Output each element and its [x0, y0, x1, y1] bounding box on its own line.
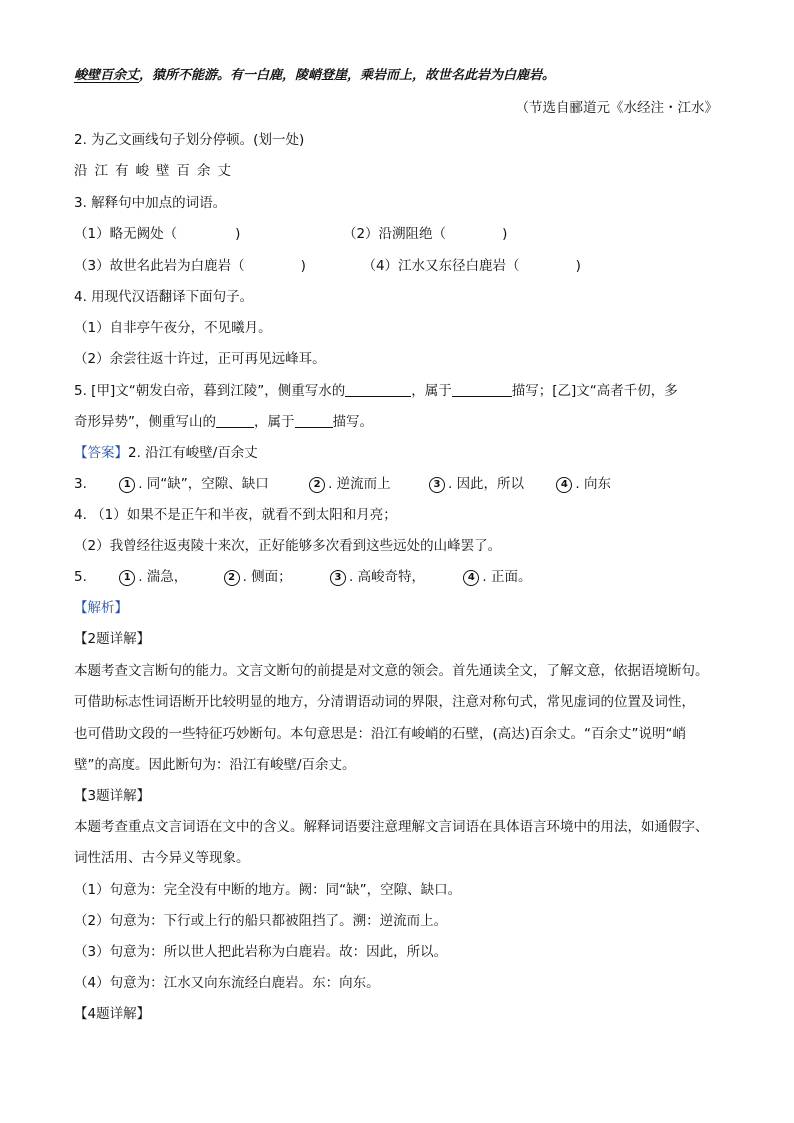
question-4-item-1: （1）自非亭午夜分，不见曦月。 [74, 320, 272, 336]
question-3-item-1: （1）略无阙处（ [74, 226, 178, 242]
question-5-text-3: 描写；[乙]文“高者千仞，多 [511, 383, 678, 399]
question-3-item-2-close: ) [502, 226, 508, 242]
question-5-text-5: ，属于 [254, 414, 295, 430]
analysis-tag: 【解析】 [74, 600, 128, 616]
answer-line-5 [74, 567, 531, 587]
passage-source: （节选自郦道元《水经注・江水》 [515, 100, 718, 116]
answer-3-item-3: 3 . 因此，所以 [429, 474, 524, 494]
blank-field[interactable] [216, 413, 254, 428]
answer-5-number: 5. [74, 569, 87, 585]
passage-line [74, 66, 555, 86]
answer-line-3 [74, 474, 611, 494]
answer-3-item-1: 1 . 同“缺”，空隙、缺口 [119, 474, 269, 494]
circled-number-icon: 4 [463, 570, 479, 586]
question-3-item-3-close: ) [300, 258, 306, 274]
question-3-item-4-close: ) [575, 258, 581, 274]
question-3-item-3: （3）故世名此岩为白鹿岩（ [74, 258, 245, 274]
circled-number-icon: 3 [429, 477, 445, 493]
question-3-row-2 [74, 256, 581, 276]
detail-3-line-5: （3）句意为：所以世人把此岩称为白鹿岩。故：因此，所以。 [74, 944, 448, 960]
blank-field[interactable] [345, 382, 411, 397]
passage-text: ，猿所不能游。有一白鹿，陵峭登崖，乘岩而上，故世名此岩为白鹿岩。 [139, 68, 556, 83]
question-3-row-1 [74, 224, 507, 244]
answer-4-item-2: （2）我曾经往返夷陵十来次，正好能够多次看到这些远处的山峰罢了。 [74, 538, 502, 554]
question-3-item-4: （4）江水又东径白鹿岩（ [362, 258, 520, 274]
detail-2-line-1: 本题考查文言断句的能力。文言文断句的前提是对文意的领会。首先通读全文，了解文意，依据语境断句。 [74, 663, 709, 679]
answer-5-item-3: 3 . 高峻奇特， [330, 567, 425, 587]
question-5-text-6: 描写。 [332, 414, 373, 430]
answer-tag: 【答案】 [74, 445, 128, 461]
blank-field[interactable] [452, 382, 512, 397]
question-3-item-2: （2）沿溯阻绝（ [342, 226, 447, 242]
detail-3-line-4: （2）句意为：下行或上行的船只都被阻挡了。溯：逆流而上。 [74, 913, 448, 929]
passage-underlined-text: 峻壁百余丈 [74, 68, 140, 83]
question-2-sentence: 沿江有峻壁百余丈 [74, 163, 238, 179]
answer-3-item-2: 2 . 逆流而上 [309, 474, 391, 494]
circled-number-icon: 2 [309, 477, 325, 493]
circled-number-icon: 4 [556, 477, 572, 493]
detail-3-line-1: 本题考查重点文言词语在文中的含义。解释词语要注意理解文言词语在具体语言环境中的用法，如通假字、 [74, 819, 709, 835]
question-5-line-2 [74, 412, 373, 432]
answer-5-item-1: 1 . 湍急， [119, 567, 187, 587]
answer-5-item-2: 2 . 侧面； [224, 567, 292, 587]
question-4-prompt: 4. 用现代汉语翻译下面句子。 [74, 289, 254, 305]
answer-3-item-4: 4 . 向东 [556, 474, 611, 494]
detail-2-line-3: 也可借助文段的一些特征巧妙断句。本句意思是：沿江有峻峭的石壁，(高达)百余丈。“百余丈”说明“峭 [74, 726, 687, 742]
answer-4-item-1: 4. （1）如果不是正午和半夜，就看不到太阳和月亮； [74, 507, 397, 523]
question-3-prompt: 3. 解释句中加点的词语。 [74, 195, 227, 211]
question-2-prompt: 2. 为乙文画线句子划分停顿。(划一处) [74, 132, 305, 148]
detail-4-title: 【4题详解】 [74, 1006, 151, 1022]
detail-2-title: 【2题详解】 [74, 631, 151, 647]
answer-5-item-4: 4 . 正面。 [463, 567, 531, 587]
answer-2: 2. 沿江有峻壁/百余丈 [128, 445, 258, 461]
answer-3-number: 3. [74, 476, 87, 492]
circled-number-icon: 1 [119, 477, 135, 493]
question-5-line-1 [74, 381, 678, 401]
question-5-text-4: 奇形异势”，侧重写山的 [74, 414, 216, 430]
circled-number-icon: 2 [224, 570, 240, 586]
detail-3-line-6: （4）句意为：江水又向东流经白鹿岩。东：向东。 [74, 975, 380, 991]
detail-2-line-2: 可借助标志性词语断开比较明显的地方，分清谓语动词的界限，注意对称句式，常见虚词的位置及词性， [74, 694, 695, 710]
detail-2-line-4: 壁”的高度。因此断句为：沿江有峻壁/百余丈。 [74, 757, 356, 773]
detail-3-line-2: 词性活用、古今异义等现象。 [74, 850, 250, 866]
question-4-item-2: （2）余尝往返十许过，正可再见远峰耳。 [74, 351, 326, 367]
circled-number-icon: 1 [119, 570, 135, 586]
detail-3-line-3: （1）句意为：完全没有中断的地方。阙：同“缺”，空隙、缺口。 [74, 882, 462, 898]
answer-line-2 [74, 443, 258, 463]
question-5-text-2: ，属于 [411, 383, 452, 399]
blank-field[interactable] [295, 413, 333, 428]
detail-3-title: 【3题详解】 [74, 788, 151, 804]
question-5-text-1: 5. [甲]文“朝发白帝，暮到江陵”，侧重写水的 [74, 383, 346, 399]
circled-number-icon: 3 [330, 570, 346, 586]
question-3-item-1-close: ) [235, 226, 241, 242]
